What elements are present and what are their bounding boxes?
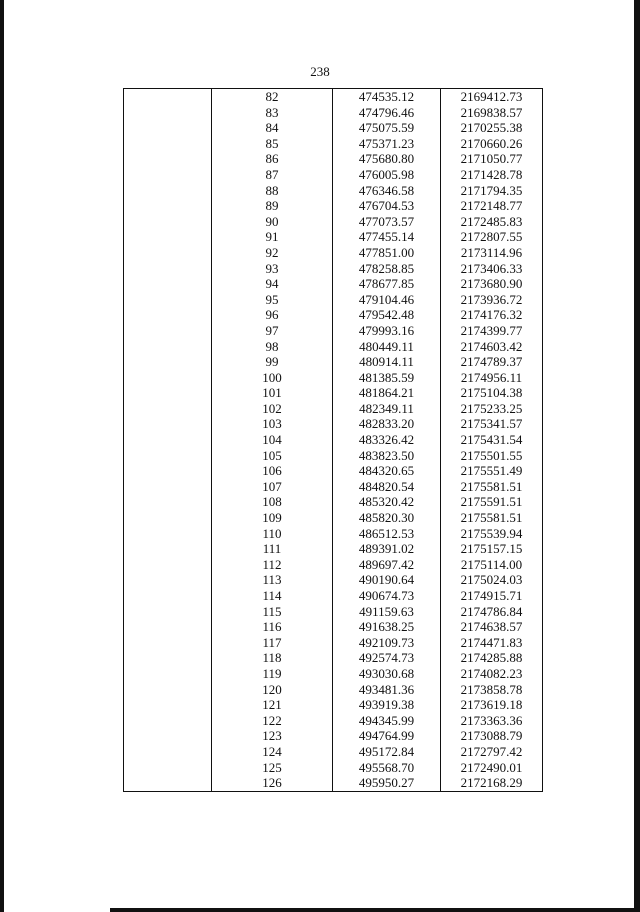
- point-number-cell: 93: [212, 261, 333, 277]
- point-number-cell: 85: [212, 136, 333, 152]
- point-number-cell: 90: [212, 214, 333, 230]
- y-coordinate-cell: 2172807.55: [441, 229, 543, 245]
- table-row: [124, 261, 543, 277]
- point-number-cell: 125: [212, 760, 333, 776]
- y-coordinate-cell: 2175551.49: [441, 463, 543, 479]
- table-row: [124, 229, 543, 245]
- point-number-cell: 114: [212, 588, 333, 604]
- y-coordinate-cell: 2169412.73: [441, 89, 543, 105]
- x-coordinate-cell: 475371.23: [333, 136, 441, 152]
- y-coordinate-cell: 2175114.00: [441, 557, 543, 573]
- blank-cell: [124, 120, 212, 136]
- table-row: [124, 105, 543, 121]
- point-number-cell: 86: [212, 151, 333, 167]
- x-coordinate-cell: 495568.70: [333, 760, 441, 776]
- y-coordinate-cell: 2174786.84: [441, 604, 543, 620]
- x-coordinate-cell: 490190.64: [333, 572, 441, 588]
- blank-cell: [124, 526, 212, 542]
- x-coordinate-cell: 482349.11: [333, 401, 441, 417]
- x-coordinate-cell: 484820.54: [333, 479, 441, 495]
- y-coordinate-cell: 2173619.18: [441, 697, 543, 713]
- x-coordinate-cell: 489391.02: [333, 541, 441, 557]
- y-coordinate-cell: 2175233.25: [441, 401, 543, 417]
- x-coordinate-cell: 480449.11: [333, 339, 441, 355]
- y-coordinate-cell: 2172485.83: [441, 214, 543, 230]
- scan-edge-left: [0, 0, 4, 912]
- table-row: [124, 401, 543, 417]
- y-coordinate-cell: 2175581.51: [441, 510, 543, 526]
- y-coordinate-cell: 2174471.83: [441, 635, 543, 651]
- blank-cell: [124, 650, 212, 666]
- x-coordinate-cell: 479993.16: [333, 323, 441, 339]
- x-coordinate-cell: 492574.73: [333, 650, 441, 666]
- table-row: [124, 494, 543, 510]
- x-coordinate-cell: 484320.65: [333, 463, 441, 479]
- x-coordinate-cell: 492109.73: [333, 635, 441, 651]
- table-row: [124, 744, 543, 760]
- y-coordinate-cell: 2173363.36: [441, 713, 543, 729]
- point-number-cell: 120: [212, 682, 333, 698]
- point-number-cell: 112: [212, 557, 333, 573]
- point-number-cell: 100: [212, 370, 333, 386]
- blank-cell: [124, 151, 212, 167]
- blank-cell: [124, 463, 212, 479]
- table-row: [124, 385, 543, 401]
- y-coordinate-cell: 2174915.71: [441, 588, 543, 604]
- y-coordinate-cell: 2174399.77: [441, 323, 543, 339]
- table-row: [124, 557, 543, 573]
- blank-cell: [124, 619, 212, 635]
- point-number-cell: 113: [212, 572, 333, 588]
- table-row: [124, 89, 543, 105]
- point-number-cell: 122: [212, 713, 333, 729]
- table-row: [124, 479, 543, 495]
- y-coordinate-cell: 2174285.88: [441, 650, 543, 666]
- x-coordinate-cell: 485820.30: [333, 510, 441, 526]
- blank-cell: [124, 307, 212, 323]
- blank-cell: [124, 760, 212, 776]
- table-row: [124, 619, 543, 635]
- blank-cell: [124, 432, 212, 448]
- table-row: [124, 214, 543, 230]
- point-number-cell: 87: [212, 167, 333, 183]
- table-row: [124, 526, 543, 542]
- blank-cell: [124, 276, 212, 292]
- y-coordinate-cell: 2172148.77: [441, 198, 543, 214]
- table-row: [124, 198, 543, 214]
- y-coordinate-cell: 2173936.72: [441, 292, 543, 308]
- blank-cell: [124, 744, 212, 760]
- blank-cell: [124, 416, 212, 432]
- point-number-cell: 124: [212, 744, 333, 760]
- blank-cell: [124, 198, 212, 214]
- x-coordinate-cell: 476704.53: [333, 198, 441, 214]
- y-coordinate-cell: 2172797.42: [441, 744, 543, 760]
- blank-cell: [124, 713, 212, 729]
- table-row: [124, 463, 543, 479]
- y-coordinate-cell: 2175157.15: [441, 541, 543, 557]
- blank-cell: [124, 448, 212, 464]
- table-row: [124, 432, 543, 448]
- blank-cell: [124, 479, 212, 495]
- coordinates-table: [123, 88, 543, 792]
- x-coordinate-cell: 476005.98: [333, 167, 441, 183]
- x-coordinate-cell: 491159.63: [333, 604, 441, 620]
- point-number-cell: 89: [212, 198, 333, 214]
- y-coordinate-cell: 2174638.57: [441, 619, 543, 635]
- blank-cell: [124, 89, 212, 105]
- point-number-cell: 116: [212, 619, 333, 635]
- x-coordinate-cell: 474535.12: [333, 89, 441, 105]
- y-coordinate-cell: 2172490.01: [441, 760, 543, 776]
- y-coordinate-cell: 2175591.51: [441, 494, 543, 510]
- y-coordinate-cell: 2171428.78: [441, 167, 543, 183]
- y-coordinate-cell: 2170255.38: [441, 120, 543, 136]
- y-coordinate-cell: 2172168.29: [441, 775, 543, 791]
- x-coordinate-cell: 477851.00: [333, 245, 441, 261]
- point-number-cell: 104: [212, 432, 333, 448]
- x-coordinate-cell: 478677.85: [333, 276, 441, 292]
- blank-cell: [124, 510, 212, 526]
- y-coordinate-cell: 2173858.78: [441, 682, 543, 698]
- y-coordinate-cell: 2174789.37: [441, 354, 543, 370]
- table-row: [124, 167, 543, 183]
- y-coordinate-cell: 2173680.90: [441, 276, 543, 292]
- blank-cell: [124, 370, 212, 386]
- blank-cell: [124, 167, 212, 183]
- table-row: [124, 448, 543, 464]
- point-number-cell: 115: [212, 604, 333, 620]
- y-coordinate-cell: 2174956.11: [441, 370, 543, 386]
- x-coordinate-cell: 479104.46: [333, 292, 441, 308]
- point-number-cell: 92: [212, 245, 333, 261]
- table-row: [124, 245, 543, 261]
- x-coordinate-cell: 481385.59: [333, 370, 441, 386]
- table-row: [124, 136, 543, 152]
- point-number-cell: 99: [212, 354, 333, 370]
- point-number-cell: 121: [212, 697, 333, 713]
- blank-cell: [124, 229, 212, 245]
- table-row: [124, 760, 543, 776]
- point-number-cell: 94: [212, 276, 333, 292]
- x-coordinate-cell: 475075.59: [333, 120, 441, 136]
- y-coordinate-cell: 2174603.42: [441, 339, 543, 355]
- table-row: [124, 510, 543, 526]
- blank-cell: [124, 136, 212, 152]
- table-row: [124, 697, 543, 713]
- table-row: [124, 354, 543, 370]
- point-number-cell: 111: [212, 541, 333, 557]
- x-coordinate-cell: 477073.57: [333, 214, 441, 230]
- blank-cell: [124, 604, 212, 620]
- blank-cell: [124, 494, 212, 510]
- table-row: [124, 276, 543, 292]
- table-row: [124, 370, 543, 386]
- blank-cell: [124, 401, 212, 417]
- y-coordinate-cell: 2173114.96: [441, 245, 543, 261]
- table-row: [124, 120, 543, 136]
- table-row: [124, 572, 543, 588]
- point-number-cell: 108: [212, 494, 333, 510]
- y-coordinate-cell: 2175431.54: [441, 432, 543, 448]
- y-coordinate-cell: 2175539.94: [441, 526, 543, 542]
- table-row: [124, 339, 543, 355]
- x-coordinate-cell: 477455.14: [333, 229, 441, 245]
- y-coordinate-cell: 2174082.23: [441, 666, 543, 682]
- table-row: [124, 650, 543, 666]
- page-number: 238: [310, 64, 330, 79]
- y-coordinate-cell: 2171794.35: [441, 183, 543, 199]
- point-number-cell: 119: [212, 666, 333, 682]
- x-coordinate-cell: 478258.85: [333, 261, 441, 277]
- blank-cell: [124, 261, 212, 277]
- x-coordinate-cell: 493481.36: [333, 682, 441, 698]
- coordinates-table-body: [124, 89, 543, 792]
- x-coordinate-cell: 491638.25: [333, 619, 441, 635]
- x-coordinate-cell: 475680.80: [333, 151, 441, 167]
- point-number-cell: 106: [212, 463, 333, 479]
- y-coordinate-cell: 2171050.77: [441, 151, 543, 167]
- point-number-cell: 88: [212, 183, 333, 199]
- blank-cell: [124, 292, 212, 308]
- x-coordinate-cell: 485320.42: [333, 494, 441, 510]
- blank-cell: [124, 728, 212, 744]
- point-number-cell: 96: [212, 307, 333, 323]
- table-row: [124, 151, 543, 167]
- x-coordinate-cell: 479542.48: [333, 307, 441, 323]
- blank-cell: [124, 245, 212, 261]
- table-row: [124, 604, 543, 620]
- blank-cell: [124, 775, 212, 791]
- point-number-cell: 118: [212, 650, 333, 666]
- x-coordinate-cell: 486512.53: [333, 526, 441, 542]
- table-row: [124, 292, 543, 308]
- blank-cell: [124, 572, 212, 588]
- x-coordinate-cell: 483326.42: [333, 432, 441, 448]
- point-number-cell: 105: [212, 448, 333, 464]
- blank-cell: [124, 385, 212, 401]
- point-number-cell: 91: [212, 229, 333, 245]
- point-number-cell: 107: [212, 479, 333, 495]
- y-coordinate-cell: 2174176.32: [441, 307, 543, 323]
- point-number-cell: 102: [212, 401, 333, 417]
- table-row: [124, 666, 543, 682]
- blank-cell: [124, 557, 212, 573]
- point-number-cell: 110: [212, 526, 333, 542]
- table-row: [124, 307, 543, 323]
- y-coordinate-cell: 2170660.26: [441, 136, 543, 152]
- x-coordinate-cell: 489697.42: [333, 557, 441, 573]
- point-number-cell: 103: [212, 416, 333, 432]
- table-row: [124, 682, 543, 698]
- x-coordinate-cell: 494764.99: [333, 728, 441, 744]
- x-coordinate-cell: 474796.46: [333, 105, 441, 121]
- blank-cell: [124, 354, 212, 370]
- point-number-cell: 101: [212, 385, 333, 401]
- table-row: [124, 775, 543, 791]
- table-row: [124, 635, 543, 651]
- table-row: [124, 416, 543, 432]
- y-coordinate-cell: 2175024.03: [441, 572, 543, 588]
- point-number-cell: 123: [212, 728, 333, 744]
- point-number-cell: 97: [212, 323, 333, 339]
- x-coordinate-cell: 495172.84: [333, 744, 441, 760]
- x-coordinate-cell: 483823.50: [333, 448, 441, 464]
- x-coordinate-cell: 490674.73: [333, 588, 441, 604]
- table-row: [124, 323, 543, 339]
- blank-cell: [124, 183, 212, 199]
- y-coordinate-cell: 2175341.57: [441, 416, 543, 432]
- scan-edge-bottom: [110, 908, 640, 912]
- point-number-cell: 126: [212, 775, 333, 791]
- point-number-cell: 95: [212, 292, 333, 308]
- blank-cell: [124, 666, 212, 682]
- blank-cell: [124, 697, 212, 713]
- blank-cell: [124, 214, 212, 230]
- point-number-cell: 98: [212, 339, 333, 355]
- x-coordinate-cell: 495950.27: [333, 775, 441, 791]
- y-coordinate-cell: 2173406.33: [441, 261, 543, 277]
- y-coordinate-cell: 2169838.57: [441, 105, 543, 121]
- blank-cell: [124, 635, 212, 651]
- x-coordinate-cell: 476346.58: [333, 183, 441, 199]
- x-coordinate-cell: 482833.20: [333, 416, 441, 432]
- scan-edge-right: [634, 0, 640, 912]
- blank-cell: [124, 339, 212, 355]
- point-number-cell: 109: [212, 510, 333, 526]
- table-row: [124, 713, 543, 729]
- x-coordinate-cell: 481864.21: [333, 385, 441, 401]
- blank-cell: [124, 323, 212, 339]
- blank-cell: [124, 541, 212, 557]
- y-coordinate-cell: 2175501.55: [441, 448, 543, 464]
- blank-cell: [124, 682, 212, 698]
- table-row: [124, 588, 543, 604]
- blank-cell: [124, 588, 212, 604]
- table-row: [124, 728, 543, 744]
- y-coordinate-cell: 2173088.79: [441, 728, 543, 744]
- y-coordinate-cell: 2175104.38: [441, 385, 543, 401]
- y-coordinate-cell: 2175581.51: [441, 479, 543, 495]
- table-row: [124, 183, 543, 199]
- x-coordinate-cell: 480914.11: [333, 354, 441, 370]
- x-coordinate-cell: 494345.99: [333, 713, 441, 729]
- point-number-cell: 84: [212, 120, 333, 136]
- x-coordinate-cell: 493919.38: [333, 697, 441, 713]
- table-row: [124, 541, 543, 557]
- blank-cell: [124, 105, 212, 121]
- point-number-cell: 82: [212, 89, 333, 105]
- point-number-cell: 83: [212, 105, 333, 121]
- x-coordinate-cell: 493030.68: [333, 666, 441, 682]
- point-number-cell: 117: [212, 635, 333, 651]
